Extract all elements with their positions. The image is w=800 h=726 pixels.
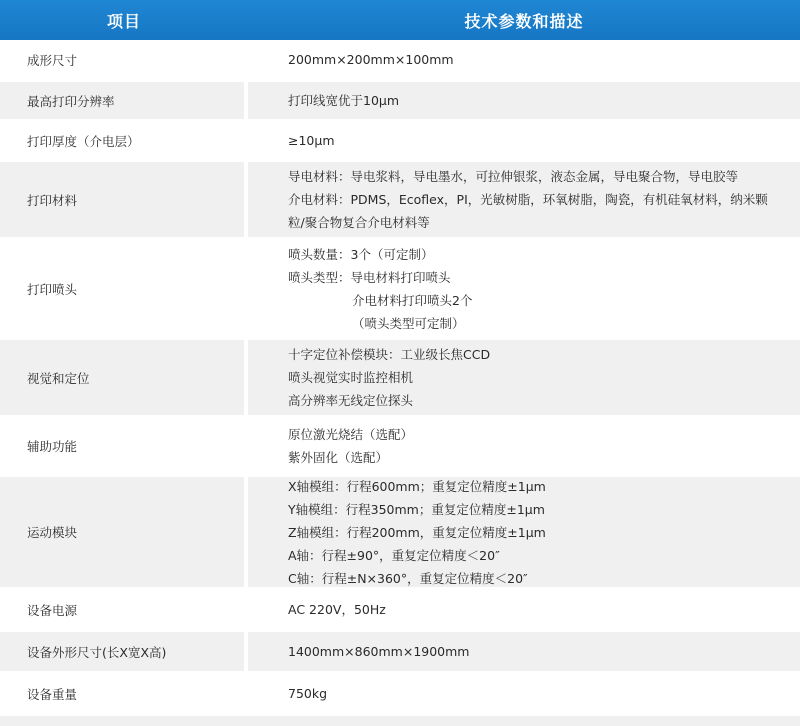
row-desc: 喷头数量：3个（可定制） 喷头类型：导电材料打印喷头 介电材料打印喷头2个 （喷头类型可定制） bbox=[248, 240, 800, 337]
row-desc: 十字定位补偿模块：工业级长焦CCD 喷头视觉实时监控相机 高分辨率无线定位探头 bbox=[248, 340, 800, 415]
table-row bbox=[0, 477, 800, 590]
row-item: 成形尺寸 bbox=[0, 40, 244, 79]
table-row bbox=[0, 240, 800, 340]
table-row bbox=[0, 632, 800, 674]
row-item: 打印喷头 bbox=[0, 240, 244, 337]
row-desc: 原位激光烧结（选配） 紫外固化（选配） bbox=[248, 418, 800, 474]
table-row bbox=[0, 674, 800, 716]
table-row bbox=[0, 162, 800, 240]
row-item: 设备外形尺寸(长X宽X高) bbox=[0, 632, 244, 671]
table-row bbox=[0, 590, 800, 632]
row-item: 视觉和定位 bbox=[0, 340, 244, 415]
row-desc: 200mm×200mm×100mm bbox=[248, 40, 800, 79]
header-desc: 技术参数和描述 bbox=[464, 11, 584, 31]
table-header bbox=[0, 0, 800, 40]
row-item: 辅助功能 bbox=[0, 418, 244, 474]
table-row bbox=[0, 122, 800, 162]
row-item: 打印材料 bbox=[0, 162, 244, 237]
row-item: 运动模块 bbox=[0, 477, 244, 587]
row-desc: AC 220V，50Hz bbox=[248, 590, 800, 629]
row-desc: 750kg bbox=[248, 674, 800, 713]
row-item: 最高打印分辨率 bbox=[0, 82, 244, 119]
header-item: 项目 bbox=[106, 11, 141, 31]
row-desc: ≥10μm bbox=[248, 122, 800, 159]
table-row bbox=[0, 40, 800, 82]
row-desc: 1400mm×860mm×1900mm bbox=[248, 632, 800, 671]
row-desc: 打印线宽优于10μm bbox=[248, 82, 800, 119]
row-item: 设备重量 bbox=[0, 674, 244, 713]
table-row bbox=[0, 418, 800, 477]
row-desc: X轴模组：行程600mm；重复定位精度±1μm Y轴模组：行程350mm；重复定位精度±1μm Z轴模组：行程200mm，重复定位精度±1μm A轴：行程±90°，重复定位精度＜20″ C轴：行程±N×360°，重复定位精度＜20″ bbox=[248, 477, 800, 587]
table-row bbox=[0, 340, 800, 418]
row-item: 打印厚度（介电层） bbox=[0, 122, 244, 159]
table-row bbox=[0, 82, 800, 122]
row-desc: 导电材料：导电浆料，导电墨水，可拉伸银浆，液态金属，导电聚合物，导电胶等 介电材料：PDMS，Ecoflex，PI，光敏树脂，环氧树脂，陶瓷，有机硅氧材料，纳米颗 粒/聚合物复合介电材料等 bbox=[248, 162, 800, 237]
row-item: 设备电源 bbox=[0, 590, 244, 629]
